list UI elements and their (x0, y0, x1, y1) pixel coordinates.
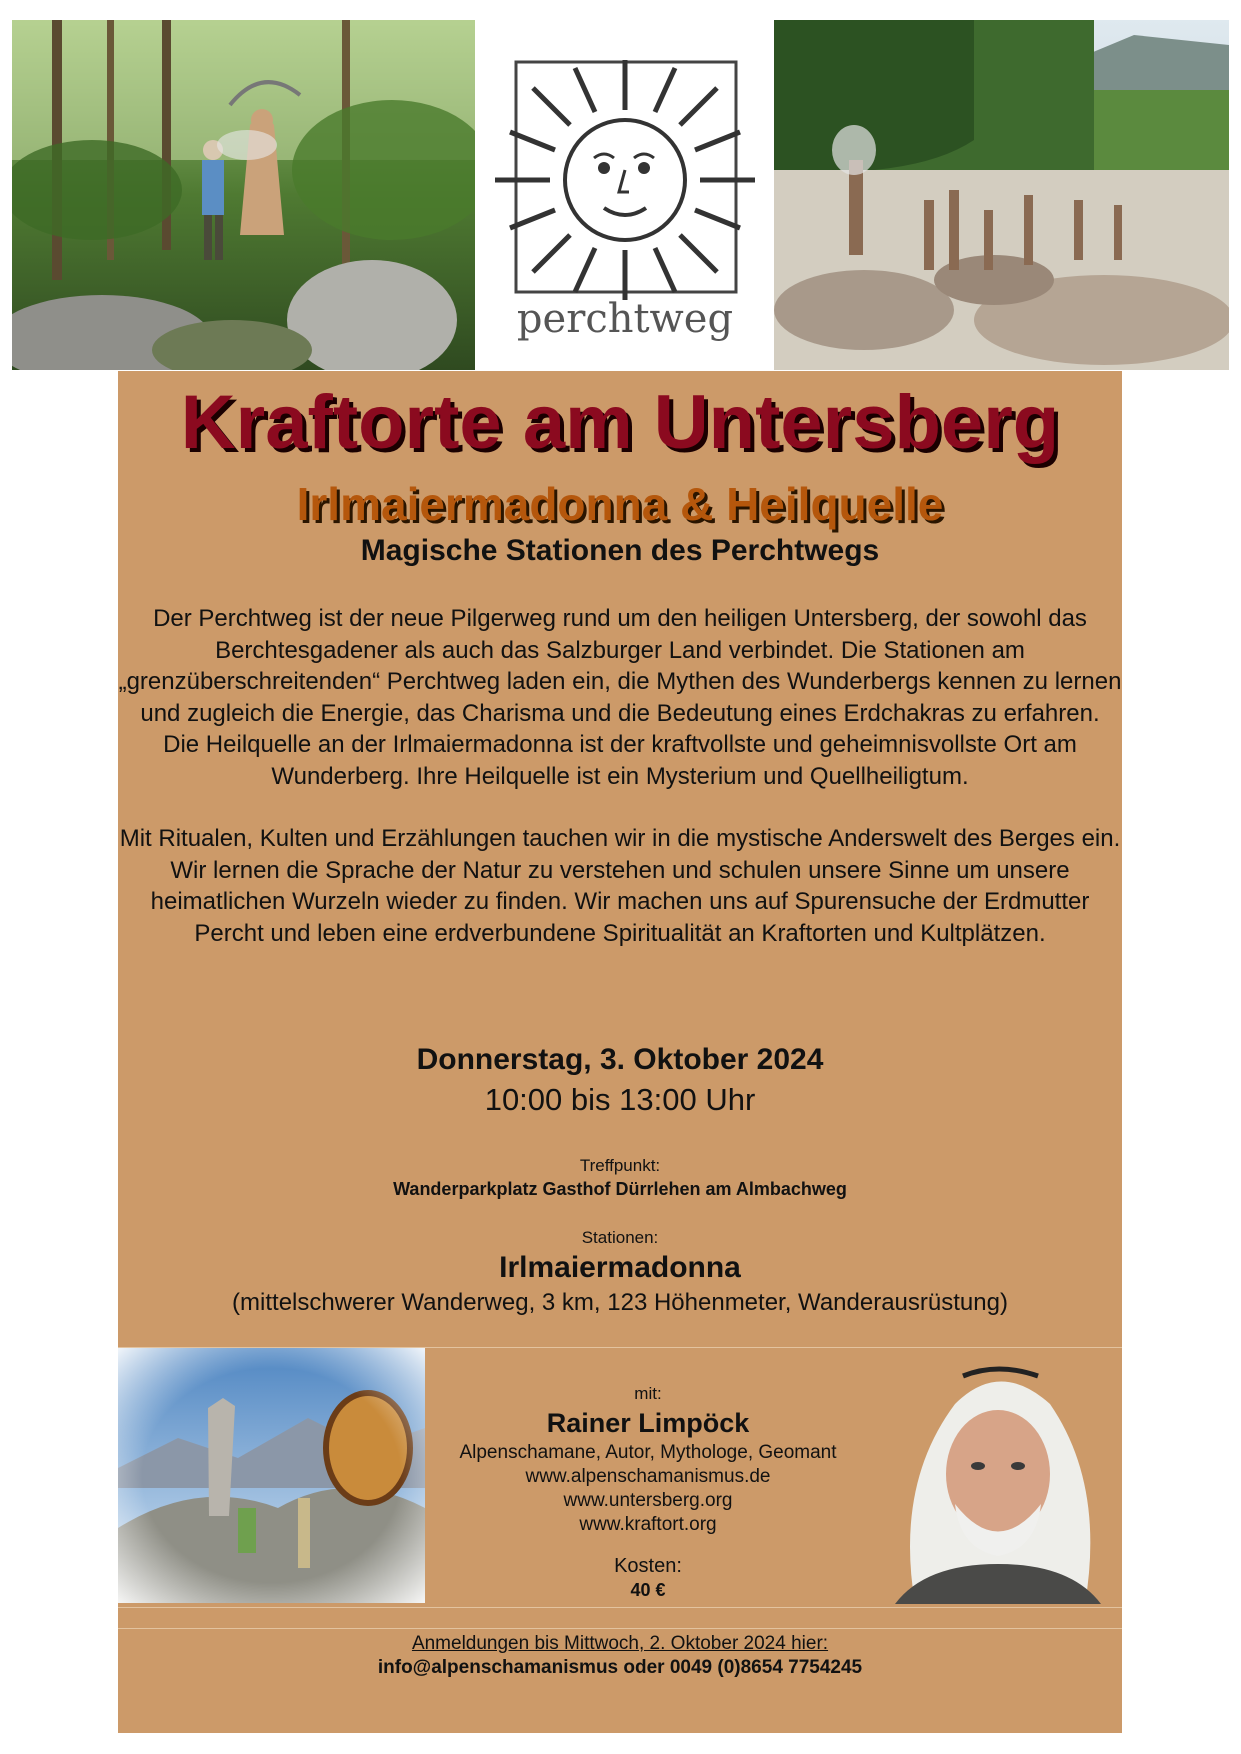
event-subtitle: Irlmaiermadonna & Heilquelle (296, 478, 944, 530)
host-website-link[interactable]: www.untersberg.org (563, 1490, 733, 1511)
host-name: Rainer Limpöck (546, 1408, 750, 1438)
divider (118, 1607, 1122, 1608)
host-info (428, 1383, 868, 1601)
with-label: mit: (634, 1384, 662, 1403)
host-website-link[interactable]: www.kraftort.org (579, 1514, 717, 1535)
description-paragraph: Der Perchtweg ist der neue Pilgerweg rund um den heiligen Untersberg, der sowohl das Berchtesgadener als auch das Salzburger Land verbindet. Die Stationen am „grenzüberschreitenden“ Perchtweg laden ein, die Mythen des Wunderbergs kennen zu lernen und zugleich die Energie, das Charisma und die Bedeutung eines Erdchakras zu erfahren. (118, 605, 1122, 727)
station-info: (mittelschwerer Wanderweg, 3 km, 123 Höhenmeter, Wanderausrüstung) (232, 1289, 1008, 1316)
divider (118, 1628, 1122, 1629)
description-paragraph: Mit Ritualen, Kulten und Erzählungen tauchen wir in die mystische Anderswelt des Berges ein. Wir lernen die Sprache der Natur zu verstehen und schulen unsere Sinne um unsere heimatlichen Wurzeln wieder zu finden. Wir machen uns auf Spurensuche der Erdmutter Percht und leben eine erdverbundene Spiritualität an Kraftorten und Kultplätzen. (119, 825, 1121, 947)
stone-cairns-photo (774, 20, 1229, 370)
event-title: Kraftorte am Untersberg (180, 380, 1060, 465)
host-website-link[interactable]: www.alpenschamanismus.de (525, 1466, 771, 1487)
description-paragraph: Die Heilquelle an der Irlmaiermadonna ist der kraftvollste und geheimnisvollste Ort am Wunderberg. Ihre Heilquelle ist ein Mysterium und Quellheiligtum. (163, 731, 1077, 790)
cost-label: Kosten: (614, 1555, 682, 1577)
host-portrait (875, 1354, 1122, 1604)
registration-deadline[interactable]: Anmeldungen bis Mittwoch, 2. Oktober 2024 hier: (411, 1633, 829, 1654)
host-role: Alpenschamane, Autor, Mythologe, Geomant (459, 1442, 837, 1463)
cost-value: 40 € (630, 1580, 666, 1600)
madonna-shrine-photo (12, 20, 475, 370)
logo-wordmark: perchtweg (516, 296, 734, 342)
stations-label: Stationen: (581, 1228, 659, 1247)
ritual-altar-photo (118, 1348, 425, 1603)
event-tagline: Magische Stationen des Perchtwegs (360, 534, 880, 567)
station-name: Irlmaiermadonna (499, 1251, 741, 1284)
event-date: Donnerstag, 3. Oktober 2024 (416, 1043, 824, 1076)
registration-contact: info@alpenschamanismus oder 0049 (0)8654 7754245 (377, 1657, 863, 1678)
event-time: 10:00 bis 13:00 Uhr (484, 1082, 756, 1117)
meeting-point-label: Treffpunkt: (579, 1156, 661, 1175)
event-description (118, 603, 1122, 980)
event-panel (118, 371, 1122, 1733)
perchtweg-logo (482, 20, 767, 370)
meeting-point-place: Wanderparkplatz Gasthof Dürrlehen am Almbachweg (393, 1179, 847, 1199)
